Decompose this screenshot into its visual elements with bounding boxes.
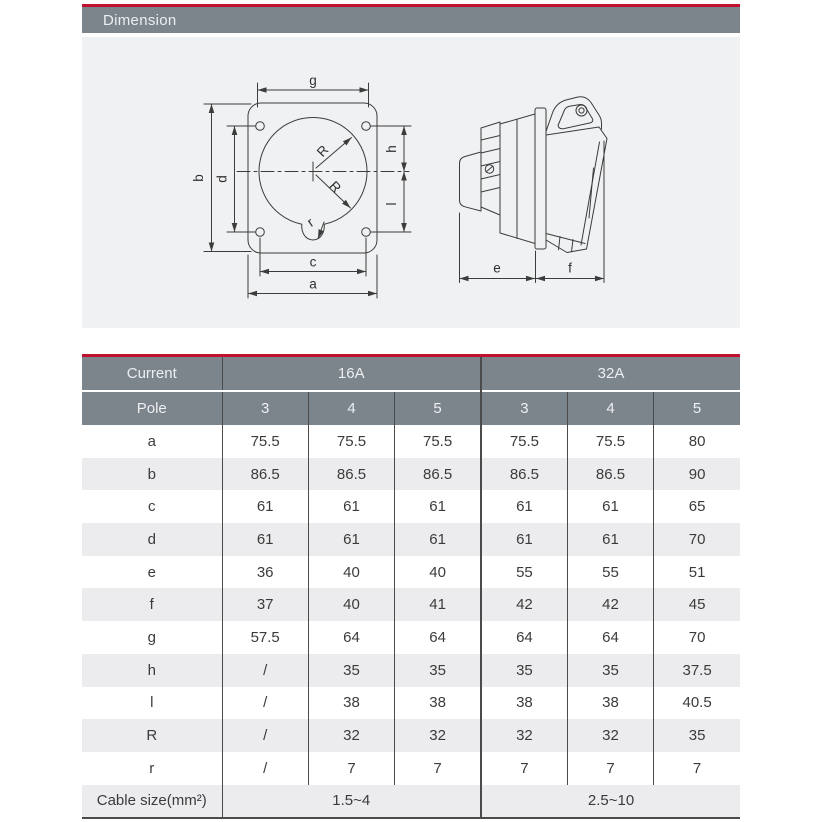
table-row	[82, 621, 740, 654]
front-housing-body	[546, 127, 607, 253]
dimension-value-cell: 61	[481, 523, 567, 556]
group-header-16a: 16A	[222, 357, 481, 391]
dimension-value-cell: 7	[395, 752, 481, 785]
dimension-value-cell: 42	[481, 588, 567, 621]
table-row	[82, 458, 740, 491]
dimension-value-cell: 40	[395, 556, 481, 589]
dimension-value-cell: 70	[654, 523, 740, 556]
dimension-value-cell: 70	[654, 621, 740, 654]
dimension-value-cell: 38	[308, 687, 394, 720]
mounting-plate	[535, 108, 546, 249]
dim-label-R-lower: R	[326, 178, 345, 196]
dimension-value-cell: 80	[654, 425, 740, 458]
terminal-rib	[481, 149, 500, 154]
row-label: f	[82, 588, 222, 621]
cable-size-row	[82, 785, 740, 819]
row-label: c	[82, 490, 222, 523]
dimension-value-cell: /	[222, 719, 308, 752]
terminal-rib	[481, 188, 500, 193]
dim-e	[460, 213, 536, 283]
dim-d	[215, 126, 256, 232]
pole-count-cell: 5	[395, 391, 481, 425]
dimension-value-cell: 64	[395, 621, 481, 654]
section-header-bar	[82, 7, 740, 33]
pole-count-cell: 5	[654, 391, 740, 425]
dimension-drawing-panel	[82, 37, 740, 328]
dimension-value-cell: 61	[308, 490, 394, 523]
dimension-value-cell: 75.5	[481, 425, 567, 458]
dimension-value-cell: 65	[654, 490, 740, 523]
section-title: Dimension	[103, 11, 177, 29]
dimension-value-cell: 35	[481, 654, 567, 687]
table-row	[82, 752, 740, 785]
dimension-value-cell: 86.5	[308, 458, 394, 491]
mounting-hole	[362, 122, 371, 131]
dimension-value-cell: 7	[308, 752, 394, 785]
table-header-pole-row	[82, 391, 740, 425]
cable-size-16a-value: 1.5~4	[222, 785, 481, 819]
table-header	[82, 357, 740, 425]
dim-label-g: g	[309, 73, 317, 88]
table-row	[82, 523, 740, 556]
dimension-value-cell: 51	[654, 556, 740, 589]
terminal-rib	[481, 175, 500, 180]
dimension-value-cell: 41	[395, 588, 481, 621]
radius-dim-lower	[316, 175, 351, 208]
dim-label-l: l	[384, 202, 399, 206]
dimension-value-cell: 37.5	[654, 654, 740, 687]
content-column	[82, 4, 740, 819]
dimension-value-cell: 42	[567, 588, 653, 621]
terminal-screw-slot	[486, 166, 493, 172]
dimension-value-cell: 61	[567, 523, 653, 556]
row-label: g	[82, 621, 222, 654]
dimension-drawing-svg	[82, 37, 740, 328]
dimension-value-cell: 75.5	[222, 425, 308, 458]
table-header-current-row	[82, 357, 740, 391]
dimension-table	[82, 357, 740, 819]
dimension-value-cell: 38	[481, 687, 567, 720]
dimension-value-cell: 75.5	[567, 425, 653, 458]
table-footer	[82, 785, 740, 819]
dimension-value-cell: 36	[222, 556, 308, 589]
clip-pivot	[576, 105, 587, 116]
dim-label-a: a	[309, 276, 317, 292]
dimension-value-cell: 86.5	[567, 458, 653, 491]
table-row	[82, 687, 740, 720]
dimension-value-cell: 38	[395, 687, 481, 720]
dimension-value-cell: 40	[308, 556, 394, 589]
dimension-value-cell: 45	[654, 588, 740, 621]
row-label: b	[82, 458, 222, 491]
side-view-drawing	[460, 97, 608, 283]
pole-count-cell: 3	[481, 391, 567, 425]
dimension-value-cell: 32	[567, 719, 653, 752]
dim-label-f: f	[568, 260, 572, 276]
pole-count-cell: 4	[567, 391, 653, 425]
dim-label-R-upper: R	[313, 142, 332, 160]
dimension-value-cell: 35	[567, 654, 653, 687]
pole-count-cell: 4	[308, 391, 394, 425]
table-row	[82, 425, 740, 458]
radius-dim-upper	[314, 138, 352, 169]
dimension-value-cell: 75.5	[308, 425, 394, 458]
bottom-band-line	[546, 234, 585, 244]
dimension-value-cell: 55	[567, 556, 653, 589]
dimension-value-cell: 61	[567, 490, 653, 523]
dimension-value-cell: 86.5	[222, 458, 308, 491]
keyway-radius-dim	[304, 215, 324, 239]
dimension-value-cell: 61	[395, 523, 481, 556]
pole-label-cell: Pole	[82, 391, 222, 425]
dimension-value-cell: 7	[567, 752, 653, 785]
mounting-hole	[256, 228, 265, 237]
dimension-value-cell: 37	[222, 588, 308, 621]
dimension-value-cell: 7	[654, 752, 740, 785]
table-row	[82, 490, 740, 523]
table-row	[82, 588, 740, 621]
dimension-value-cell: 75.5	[395, 425, 481, 458]
dimension-value-cell: 38	[567, 687, 653, 720]
dimension-value-cell: 64	[567, 621, 653, 654]
table-row	[82, 556, 740, 589]
front-face-seam	[589, 168, 594, 218]
bottom-band-divider	[572, 240, 574, 252]
dimension-value-cell: 64	[481, 621, 567, 654]
row-label: R	[82, 719, 222, 752]
dim-label-h: h	[384, 145, 399, 153]
dimension-value-cell: 32	[481, 719, 567, 752]
dim-label-c: c	[309, 254, 317, 270]
front-view-drawing	[191, 73, 411, 298]
row-label: l	[82, 687, 222, 720]
row-label: d	[82, 523, 222, 556]
row-label: r	[82, 752, 222, 785]
dimension-value-cell: /	[222, 687, 308, 720]
dim-label-e: e	[493, 260, 501, 276]
group-header-32a: 32A	[481, 357, 740, 391]
dim-label-b: b	[191, 174, 206, 182]
dimension-value-cell: 32	[308, 719, 394, 752]
dimension-value-cell: 35	[654, 719, 740, 752]
dimension-value-cell: 57.5	[222, 621, 308, 654]
dimension-value-cell: /	[222, 654, 308, 687]
dimension-value-cell: 61	[222, 523, 308, 556]
mounting-hole	[362, 228, 371, 237]
cable-size-32a-value: 2.5~10	[481, 785, 740, 819]
dimension-table-section	[82, 354, 740, 819]
row-label: h	[82, 654, 222, 687]
cover-clip-inner	[558, 105, 593, 129]
dim-c	[260, 238, 366, 276]
dimension-value-cell: 86.5	[481, 458, 567, 491]
cable-entry-block	[460, 152, 482, 211]
dimension-value-cell: /	[222, 752, 308, 785]
dimension-value-cell: 55	[481, 556, 567, 589]
table-body	[82, 425, 740, 785]
table-row	[82, 719, 740, 752]
dimension-value-cell: 61	[308, 523, 394, 556]
pole-count-cell: 3	[222, 391, 308, 425]
dimension-value-cell: 32	[395, 719, 481, 752]
terminal-rib	[481, 136, 500, 141]
dimension-value-cell: 61	[222, 490, 308, 523]
dimension-value-cell: 7	[481, 752, 567, 785]
table-row	[82, 654, 740, 687]
dimension-value-cell: 35	[308, 654, 394, 687]
dimension-value-cell: 64	[308, 621, 394, 654]
dim-label-r: r	[304, 214, 317, 230]
dimension-value-cell: 40	[308, 588, 394, 621]
dim-g	[258, 73, 369, 107]
mounting-hole	[256, 122, 265, 131]
dimension-value-cell: 86.5	[395, 458, 481, 491]
dim-label-d: d	[214, 175, 230, 183]
dimension-value-cell: 90	[654, 458, 740, 491]
row-label: a	[82, 425, 222, 458]
cable-size-label: Cable size(mm²)	[82, 785, 222, 819]
section-gap	[82, 328, 740, 354]
row-label: e	[82, 556, 222, 589]
clip-pivot-center	[579, 108, 584, 113]
dimension-value-cell: 61	[481, 490, 567, 523]
dimension-value-cell: 61	[395, 490, 481, 523]
dimension-value-cell: 35	[395, 654, 481, 687]
current-label-cell: Current	[82, 357, 222, 391]
dimension-value-cell: 40.5	[654, 687, 740, 720]
